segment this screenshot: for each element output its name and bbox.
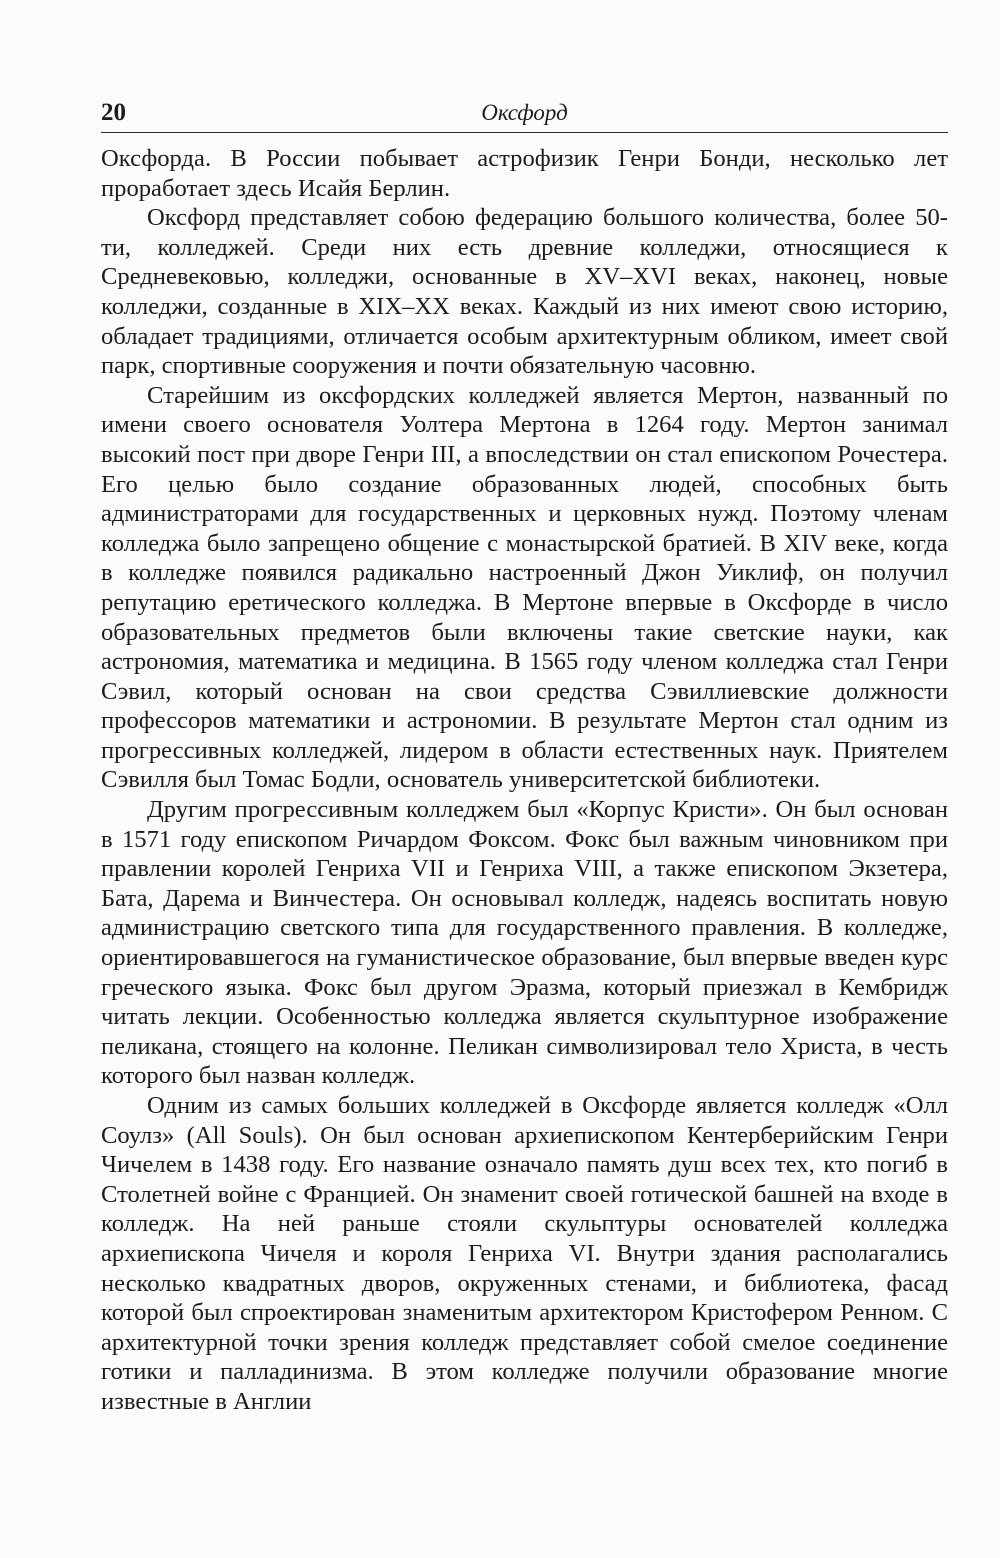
- paragraph-federation: Оксфорд представляет собою федерацию большого количества, более 50-ти, колледжей. Среди них есть древние колледжи, относящиеся к Средневековью, колледжи, основанные в XV–XVI веках, наконец, новые колледжи, созданные в XIX–XX веках. Каждый из них имеют свою историю, обладает традициями, отличается особым архитектурным обликом, имеет свой парк, спортивные сооружения и почти обязательную часовню.: [101, 204, 948, 380]
- book-page: [101, 96, 948, 1417]
- page-number: 20: [101, 99, 126, 126]
- paragraph-merton: Старейшим из оксфордских колледжей является Мертон, названный по имени своего основателя Уолтера Мертона в 1264 году. Мертон занимал высокий пост при дворе Генри III, а впоследствии он стал епископом Рочестера. Его целью было создание образованных людей, способных быть администраторами для государственных и церковных нужд. Поэтому членам колледжа было запрещено общение с монастырской братией. В XIV веке, когда в колледже появился радикально настроенный Джон Уиклиф, он получил репутацию еретического колледжа. В Мертоне впервые в Оксфорде в число образовательных предметов были включены такие светские науки, как астрономия, математика и медицина. В 1565 году членом колледжа стал Генри Сэвил, который основан на свои средства Сэвиллиевские должности профессоров математики и астрономии. В результате Мертон стал одним из прогрессивных колледжей, лидером в области естественных наук. Приятелем Сэвилля был Томас Бодли, основатель университетской библиотеки.: [101, 381, 948, 794]
- paragraph-all-souls: Одним из самых больших колледжей в Оксфорде является колледж «Олл Соулз» (All Souls). Он был основан архиепископом Кентерберийским Генри Чичелем в 1438 году. Его название означало память душ всех тех, кто погиб в Столетней войне с Францией. Он знаменит своей готической башней на входе в колледж. На ней раньше стояли скульптуры основателей колледжа архиепископа Чичеля и короля Генриха VI. Внутри здания располагались несколько квадратных дворов, окруженных стенами, и библиотека, фасад которой был спроектирован знаменитым архитектором Кристофером Ренном. С архитектурной точки зрения колледж представляет собой смелое соединение готики и палладинизма. В этом колледже получили образование многие известные в Англии: [101, 1092, 948, 1415]
- body-text: [101, 144, 948, 1417]
- running-head: [101, 96, 948, 133]
- paragraph-corpus-christi: Другим прогрессивным колледжем был «Корпус Кристи». Он был основан в 1571 году епископом Ричардом Фоксом. Фокс был важным чиновником при правлении королей Генриха VII и Генриха VIII, а также епископом Экзетера, Бата, Дарема и Винчестера. Он основывал колледж, надеясь воспитать новую администрацию светского типа для государственного правления. В колледже, ориентировавшегося на гуманистическое образование, был впервые введен курс греческого языка. Фокс был другом Эразма, который приезжал в Кембридж читать лекции. Особенностью колледжа является скульптурное изображение пеликана, стоящего на колонне. Пеликан символизировал тело Христа, в честь которого был назван колледж.: [101, 796, 948, 1090]
- paragraph-continuation: Оксфорда. В России побывает астрофизик Генри Бонди, несколько лет проработает здесь Исайя Берлин.: [101, 145, 948, 202]
- running-title: Оксфорд: [481, 100, 568, 125]
